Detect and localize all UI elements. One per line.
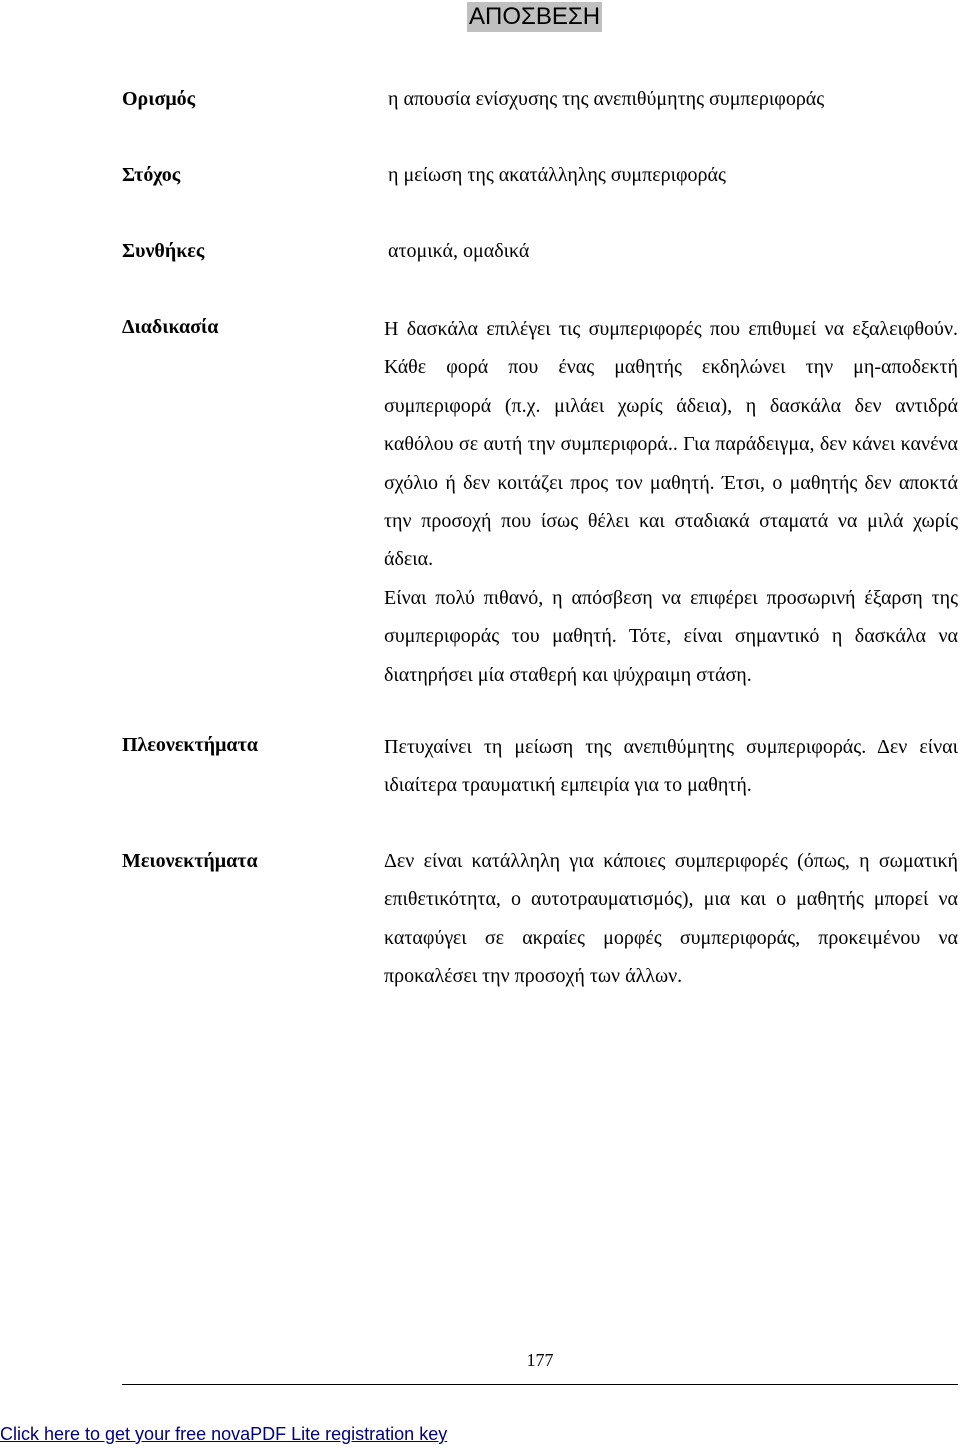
conditions-value: ατομικά, ομαδικά [388,240,530,262]
goal-value: η μείωση της ακατάλληλης συμπεριφοράς [388,164,726,186]
procedure-text [384,310,958,694]
procedure-paragraph-1: Η δασκάλα επιλέγει τις συμπεριφορές που επιθυμεί να εξαλειφθούν. Κάθε φορά που ένας μαθητής εκδηλώνει την μη-αποδεκτή συμπεριφορά (π.χ. μιλάει χωρίς άδεια), η δασκάλα δεν αντιδρά καθόλου σε αυτή την συμπεριφορά.. Για παράδειγμα, δεν κάνει κανένα σχόλιο ή δεν κοιτάζει προς τον μαθητή. Έτσι, ο μαθητής δεν αποκτά την προσοχή που ίσως θέλει και σταδιακά σταματά να μιλά χωρίς άδεια. [384,318,958,571]
page-number: 177 [526,1350,554,1370]
procedure-paragraph-2: Είναι πολύ πιθανό, η απόσβεση να επιφέρει προσωρινή έξαρση της συμπεριφοράς του μαθητή. Τότε, είναι σημαντικό η δασκάλα να διατηρήσει μία σταθερή και ψύχραιμη στάση. [384,586,958,686]
advantages-text [384,728,958,805]
definition-value: η απουσία ενίσχυσης της ανεπιθύμητης συμπεριφοράς [388,88,825,110]
footer-divider [122,1384,958,1385]
advantages-paragraph: Πετυχαίνει τη μείωση της ανεπιθύμητης συμπεριφοράς. Δεν είναι ιδιαίτερα τραυματική εμπειρία για το μαθητή. [384,736,958,797]
page-title: ΑΠΟΣΒΕΣΗ [469,3,601,30]
disadvantages-label: Μειονεκτήματα [122,850,258,872]
goal-label: Στόχος [122,164,181,186]
definition-label: Ορισμός [122,88,196,110]
advantages-label: Πλεονεκτήματα [122,734,258,756]
conditions-label: Συνθήκες [122,240,205,262]
procedure-label: Διαδικασία [122,316,219,338]
disadvantages-paragraph: Δεν είναι κατάλληλη για κάποιες συμπεριφορές (όπως, η σωματική επιθετικότητα, ο αυτοτραυματισμός), μια και ο μαθητής μπορεί να καταφύγει σε ακραίες μορφές συμπεριφοράς, προκειμένου να προκαλέσει την προσοχή των άλλων. [384,850,958,988]
registration-key-link[interactable]: Click here to get your free novaPDF Lite registration key [0,1424,448,1444]
disadvantages-text [384,842,958,996]
